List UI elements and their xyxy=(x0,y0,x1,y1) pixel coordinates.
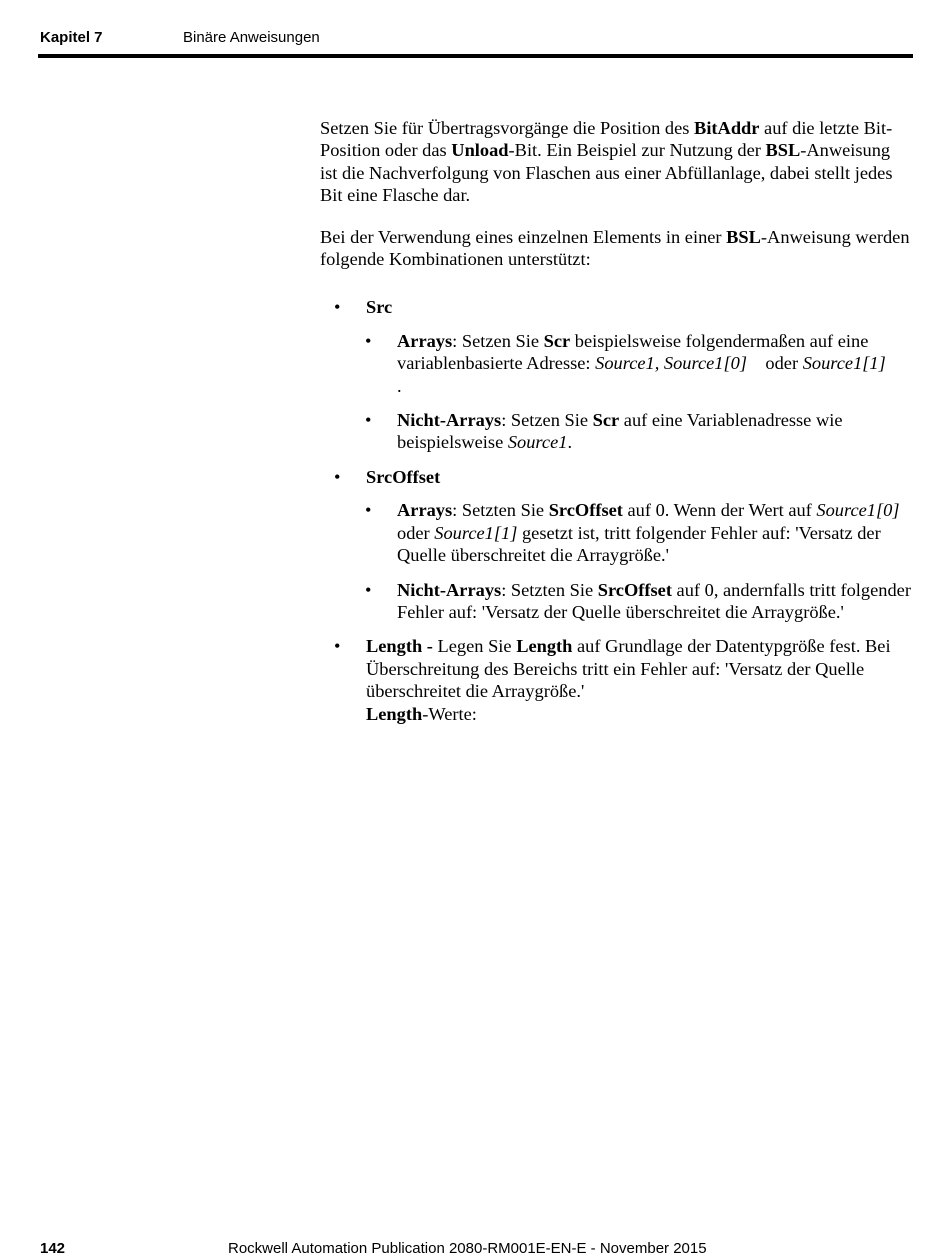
list-item-srcoffset xyxy=(320,466,912,488)
list-item-length: • Length - Legen Sie Length auf Grundlage der Datentypgröße fest. Bei Überschreitung des Bereichs tritt ein Fehler auf: 'Versatz der Quelle überschreitet die Arraygröße.' Length-Werte: xyxy=(334,636,891,724)
sublist-item-srcoffset-arrays: • Arrays: Setzten Sie SrcOffset auf 0. Wenn der Wert auf Source1[0] oder Source1[1] gesetzt ist, tritt folgender Fehler auf: 'Versatz der Quelle überschreitet die Arraygröße.' xyxy=(365,500,900,566)
bullet-icon: • xyxy=(334,636,341,657)
bullet-icon: • xyxy=(334,466,341,487)
chapter-label: Kapitel 7 xyxy=(40,29,103,46)
bullet-icon: • xyxy=(365,330,372,351)
paragraph-bitaddr: Setzen Sie für Übertragsvorgänge die Position des BitAddr auf die letzte Bit-Position oder das Unload-Bit. Ein Beispiel zur Nutzung der BSL-Anweisung ist die Nachverfolgung von Flaschen aus einer Abfüllanlage, dabei stellt jedes Bit eine Flasche dar. xyxy=(320,118,893,206)
paragraph-combinations: Bei der Verwendung eines einzelnen Elements in einer BSL-Anweisung werden folgende Kombinationen unterstützt: xyxy=(320,226,910,270)
header-rule xyxy=(38,54,913,58)
list-item-src xyxy=(320,296,912,318)
bullet-icon: • xyxy=(334,297,341,318)
body-content xyxy=(320,117,912,725)
list-item-label: SrcOffset xyxy=(366,466,441,487)
page-number: 142 xyxy=(40,1240,66,1257)
bullet-icon: • xyxy=(365,579,372,600)
publication-info: Rockwell Automation Publication 2080-RM001E-EN-E - November 2015 xyxy=(228,1240,707,1257)
list-item-label: Src xyxy=(366,297,393,318)
sublist-item-src-nonarrays: • Nicht-Arrays: Setzen Sie Scr auf eine Variablenadresse wie beispielsweise Source1. xyxy=(365,410,843,453)
keyword-bitaddr: BitAddr xyxy=(694,118,760,138)
bullet-icon: • xyxy=(365,500,372,521)
keyword-bsl: BSL xyxy=(726,226,761,247)
sublist-item-srcoffset-nonarrays: • Nicht-Arrays: Setzten Sie SrcOffset auf 0, andernfalls tritt folgender Fehler auf: 'Versatz der Quelle überschreitet die Arraygröße.' xyxy=(365,579,911,622)
section-title: Binäre Anweisungen xyxy=(183,29,320,46)
bullet-icon: • xyxy=(365,410,372,431)
keyword-bsl: BSL xyxy=(765,140,801,161)
sublist-item-src-arrays: • Arrays: Setzen Sie Scr beispielsweise folgendermaßen auf eine variablenbasierte Adresse: Source1, Source1[0] oder Source1[1] . xyxy=(365,330,886,396)
keyword-unload: Unload xyxy=(451,140,509,161)
